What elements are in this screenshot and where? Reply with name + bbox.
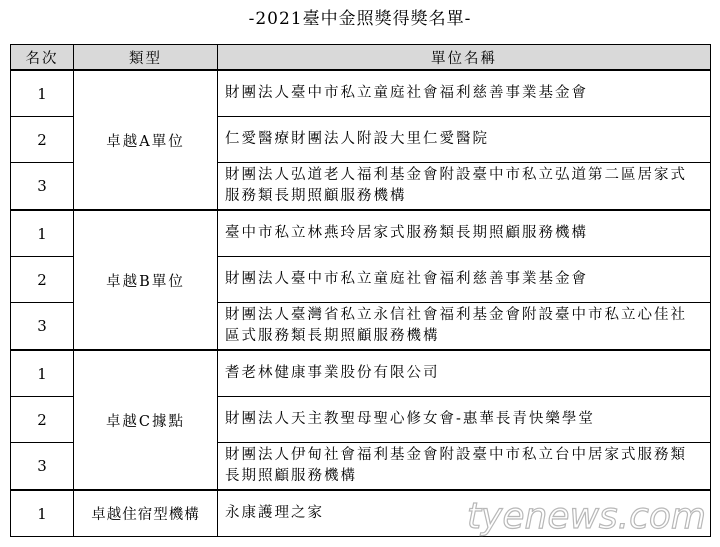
watermark-logo: tyenews.com xyxy=(466,496,706,537)
rank-cell: 3 xyxy=(11,443,74,491)
unit-cell: 財團法人臺灣省私立永信社會福利基金會附設臺中市私立心佳社區式服務類長期照顧服務機構 xyxy=(218,303,711,351)
table-row xyxy=(11,70,711,117)
header-unit: 單位名稱 xyxy=(218,45,711,71)
rank-cell: 2 xyxy=(11,257,74,303)
unit-cell: 財團法人臺中市私立童庭社會福利慈善事業基金會 xyxy=(218,70,711,117)
rank-cell: 1 xyxy=(11,70,74,117)
unit-cell: 財團法人弘道老人福利基金會附設臺中市私立弘道第二區居家式服務類長期照顧服務機構 xyxy=(218,163,711,211)
header-category: 類型 xyxy=(74,45,218,71)
unit-cell: 財團法人臺中市私立童庭社會福利慈善事業基金會 xyxy=(218,257,711,303)
rank-cell: 2 xyxy=(11,117,74,163)
category-cell: 卓越住宿型機構 xyxy=(74,490,218,537)
document-title: -2021臺中金照獎得獎名單- xyxy=(248,9,472,29)
unit-cell: 臺中市私立林燕玲居家式服務類長期照顧服務機構 xyxy=(218,210,711,257)
table-row xyxy=(11,350,711,397)
unit-cell: 財團法人天主教聖母聖心修女會-惠華長青快樂學堂 xyxy=(218,397,711,443)
category-cell: 卓越A單位 xyxy=(74,70,218,210)
awards-table xyxy=(10,44,711,537)
table-header-row xyxy=(11,45,711,71)
category-cell: 卓越C據點 xyxy=(74,350,218,490)
unit-cell: 仁愛醫療財團法人附設大里仁愛醫院 xyxy=(218,117,711,163)
header-rank: 名次 xyxy=(11,45,74,71)
category-cell: 卓越B單位 xyxy=(74,210,218,350)
unit-cell: 永康護理之家 xyxy=(218,490,711,537)
unit-cell: 財團法人伊甸社會福利基金會附設臺中市私立台中居家式服務類長期照顧服務機構 xyxy=(218,443,711,491)
rank-cell: 1 xyxy=(11,490,74,537)
rank-cell: 3 xyxy=(11,303,74,351)
table-row xyxy=(11,210,711,257)
rank-cell: 2 xyxy=(11,397,74,443)
rank-cell: 1 xyxy=(11,350,74,397)
rank-cell: 1 xyxy=(11,210,74,257)
rank-cell: 3 xyxy=(11,163,74,211)
unit-cell: 耆老林健康事業股份有限公司 xyxy=(218,350,711,397)
